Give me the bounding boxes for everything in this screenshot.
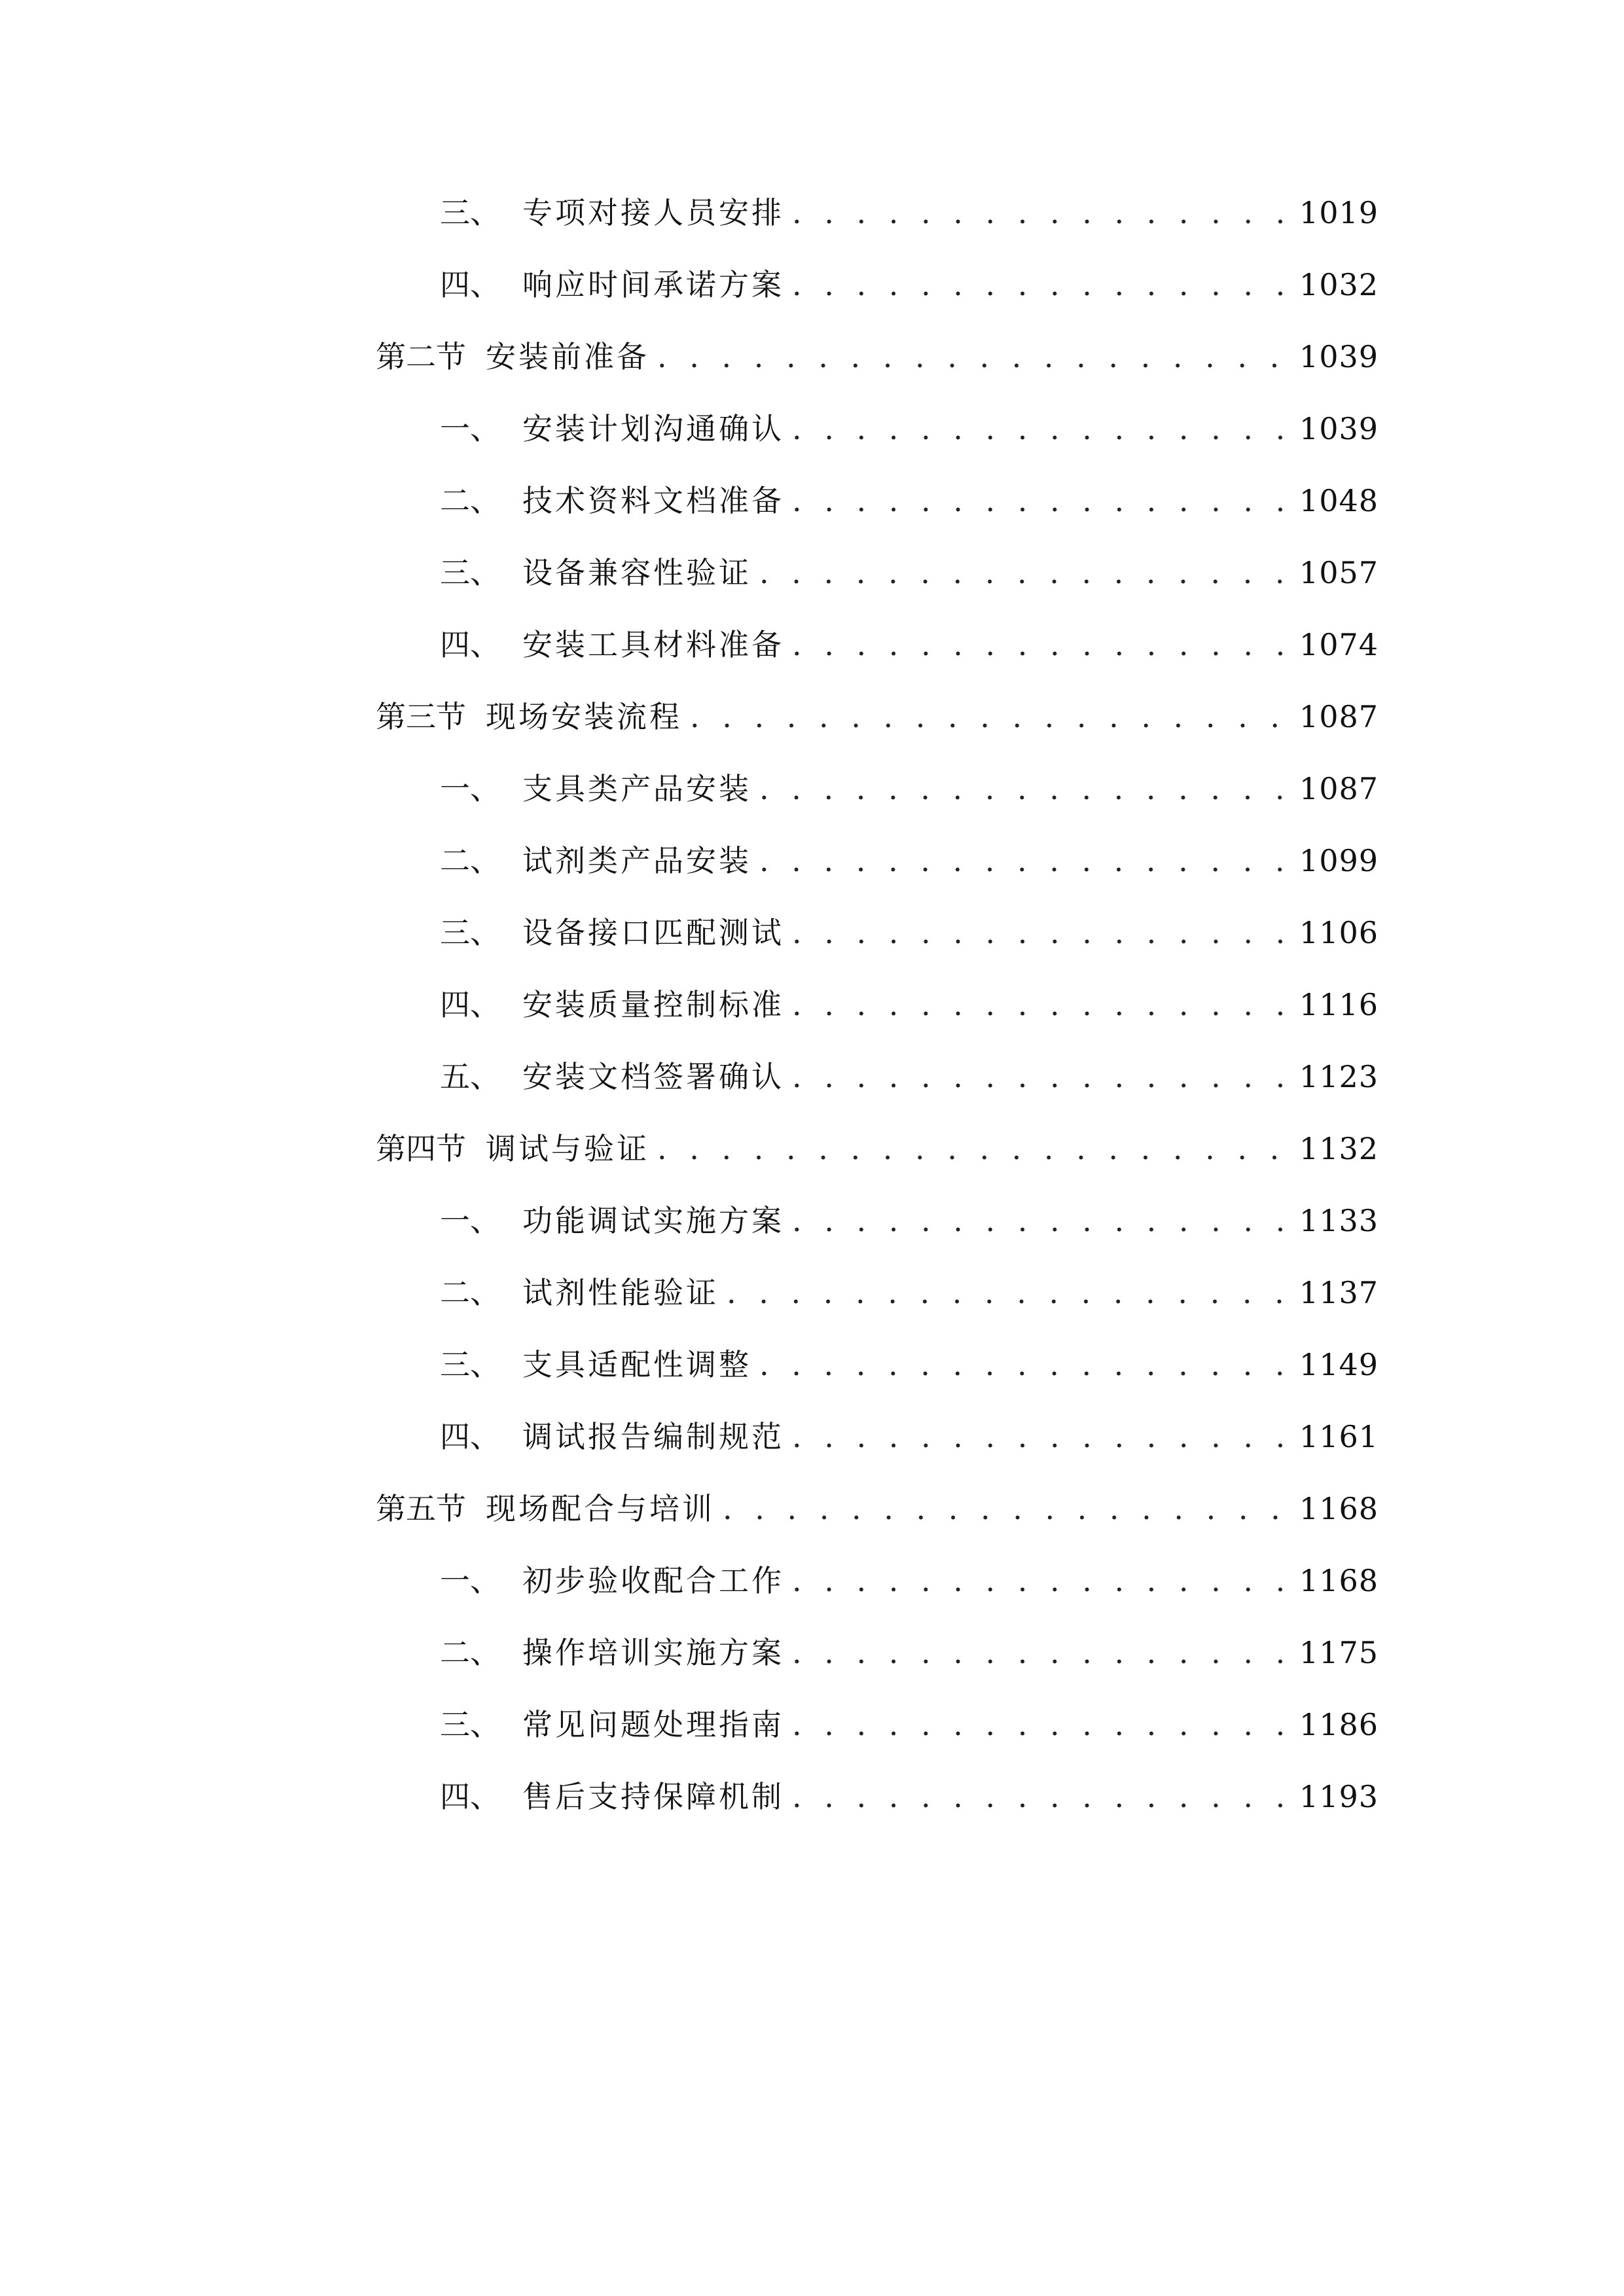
toc-entry-number: 一、 [440, 1563, 500, 1598]
toc-entry-title: 技术资料文档准备 [522, 483, 784, 518]
toc-entry-title: 售后支持保障机制 [522, 1779, 784, 1814]
toc-dot-leader [792, 1705, 1290, 1744]
toc-entry-number: 三、 [440, 1347, 500, 1382]
toc-entry[interactable] [0, 753, 1624, 825]
toc-dot-leader [690, 697, 1290, 736]
toc-entry-page: 1149 [1299, 1347, 1379, 1382]
toc-dot-leader [727, 1273, 1290, 1312]
toc-entry-page: 1019 [1299, 195, 1379, 230]
toc-entry-number: 三、 [440, 915, 500, 950]
toc-entry[interactable] [0, 177, 1624, 249]
toc-entry-title: 设备接口匹配测试 [522, 915, 784, 950]
toc-entry-number: 二、 [440, 843, 500, 878]
toc-entry-number: 三、 [440, 195, 500, 230]
toc-dot-leader [792, 1777, 1290, 1816]
toc-entry-page: 1057 [1299, 555, 1379, 590]
toc-entry[interactable] [0, 321, 1624, 393]
toc-dot-leader [792, 265, 1290, 304]
toc-entry-title: 操作培训实施方案 [522, 1635, 784, 1670]
toc-entry-number: 四、 [440, 267, 500, 302]
toc-entry-title: 现场安装流程 [486, 699, 682, 734]
toc-entry-number: 一、 [440, 1203, 500, 1238]
toc-entry-number: 二、 [440, 1635, 500, 1670]
toc-entry-title: 调试报告编制规范 [522, 1419, 784, 1454]
toc-entry[interactable] [0, 1401, 1624, 1473]
toc-entry[interactable] [0, 1473, 1624, 1545]
toc-dot-leader [759, 1345, 1290, 1384]
toc-entry[interactable] [0, 609, 1624, 681]
toc-entry[interactable] [0, 249, 1624, 321]
toc-dot-leader [759, 553, 1290, 592]
toc-entry-page: 1133 [1299, 1203, 1379, 1238]
toc-entry[interactable] [0, 1545, 1624, 1617]
toc-dot-leader [723, 1489, 1290, 1528]
toc-entry[interactable] [0, 1617, 1624, 1689]
toc-entry-number: 四、 [440, 1779, 500, 1814]
toc-entry-page: 1161 [1299, 1419, 1379, 1454]
toc-entry-page: 1099 [1299, 843, 1379, 878]
toc-dot-leader [792, 913, 1290, 952]
toc-entry[interactable] [0, 1185, 1624, 1257]
toc-entry-page: 1116 [1299, 987, 1379, 1022]
toc-entry-title: 专项对接人员安排 [522, 195, 784, 230]
toc-entry-number: 五、 [440, 1059, 500, 1094]
toc-dot-leader [792, 193, 1290, 232]
toc-entry-title: 常见问题处理指南 [522, 1707, 784, 1742]
toc-dot-leader [759, 769, 1290, 808]
toc-entry[interactable] [0, 1329, 1624, 1401]
toc-entry-page: 1132 [1299, 1131, 1379, 1166]
toc-dot-leader [657, 1129, 1290, 1168]
toc-entry[interactable] [0, 825, 1624, 897]
toc-entry-page: 1175 [1299, 1635, 1379, 1670]
toc-dot-leader [792, 481, 1290, 520]
toc-entry-title: 功能调试实施方案 [522, 1203, 784, 1238]
toc-entry-number: 四、 [440, 1419, 500, 1454]
toc-entry-number: 第二节 [376, 339, 466, 374]
toc-entry-page: 1039 [1299, 339, 1379, 374]
toc-entry-page: 1087 [1299, 699, 1379, 734]
toc-entry-page: 1168 [1299, 1563, 1379, 1598]
toc-entry-title: 支具适配性调整 [522, 1347, 751, 1382]
toc-entry-page: 1032 [1299, 267, 1379, 302]
toc-entry-page: 1123 [1299, 1059, 1379, 1094]
toc-dot-leader [792, 1417, 1290, 1456]
toc-entry-number: 一、 [440, 411, 500, 446]
toc-entry-number: 二、 [440, 483, 500, 518]
toc-entry-page: 1193 [1299, 1779, 1379, 1814]
toc-entry-page: 1048 [1299, 483, 1379, 518]
toc-entry[interactable] [0, 897, 1624, 969]
toc-entry-title: 试剂性能验证 [522, 1275, 719, 1310]
toc-entry[interactable] [0, 393, 1624, 465]
toc-entry[interactable] [0, 1113, 1624, 1185]
toc-entry[interactable] [0, 1689, 1624, 1761]
toc-entry-title: 调试与验证 [486, 1131, 649, 1166]
toc-entry-title: 试剂类产品安装 [522, 843, 751, 878]
toc-entry-page: 1087 [1299, 771, 1379, 806]
toc-entry-title: 支具类产品安装 [522, 771, 751, 806]
toc-entry-number: 三、 [440, 1707, 500, 1742]
toc-entry-title: 安装前准备 [486, 339, 649, 374]
toc-entry-number: 第五节 [376, 1491, 466, 1526]
toc-entry-number: 三、 [440, 555, 500, 590]
toc-dot-leader [792, 409, 1290, 448]
toc-entry[interactable] [0, 1761, 1624, 1833]
toc-dot-leader [759, 841, 1290, 880]
toc-entry[interactable] [0, 1257, 1624, 1329]
toc-entry-page: 1074 [1299, 627, 1379, 662]
toc-dot-leader [792, 1561, 1290, 1600]
table-of-contents [0, 177, 1624, 1833]
toc-dot-leader [657, 337, 1290, 376]
toc-entry-title: 现场配合与培训 [486, 1491, 715, 1526]
toc-entry-title: 安装计划沟通确认 [522, 411, 784, 446]
toc-entry-page: 1137 [1299, 1275, 1379, 1310]
toc-entry-page: 1168 [1299, 1491, 1379, 1526]
toc-entry[interactable] [0, 465, 1624, 537]
toc-dot-leader [792, 625, 1290, 664]
toc-entry-title: 安装工具材料准备 [522, 627, 784, 662]
toc-entry-title: 响应时间承诺方案 [522, 267, 784, 302]
toc-entry-number: 二、 [440, 1275, 500, 1310]
toc-entry[interactable] [0, 537, 1624, 609]
toc-entry-title: 安装质量控制标准 [522, 987, 784, 1022]
toc-entry-title: 设备兼容性验证 [522, 555, 751, 590]
toc-entry-page: 1106 [1299, 915, 1379, 950]
toc-entry[interactable] [0, 969, 1624, 1041]
toc-entry[interactable] [0, 1041, 1624, 1113]
toc-entry-number: 第四节 [376, 1131, 466, 1166]
toc-dot-leader [792, 1057, 1290, 1096]
toc-entry-page: 1186 [1299, 1707, 1379, 1742]
toc-dot-leader [792, 1633, 1290, 1672]
toc-entry-number: 四、 [440, 627, 500, 662]
toc-entry-page: 1039 [1299, 411, 1379, 446]
toc-entry-title: 初步验收配合工作 [522, 1563, 784, 1598]
toc-dot-leader [792, 1201, 1290, 1240]
toc-entry-number: 第三节 [376, 699, 466, 734]
toc-dot-leader [792, 985, 1290, 1024]
toc-entry[interactable] [0, 681, 1624, 753]
toc-entry-number: 四、 [440, 987, 500, 1022]
toc-entry-number: 一、 [440, 771, 500, 806]
toc-entry-title: 安装文档签署确认 [522, 1059, 784, 1094]
